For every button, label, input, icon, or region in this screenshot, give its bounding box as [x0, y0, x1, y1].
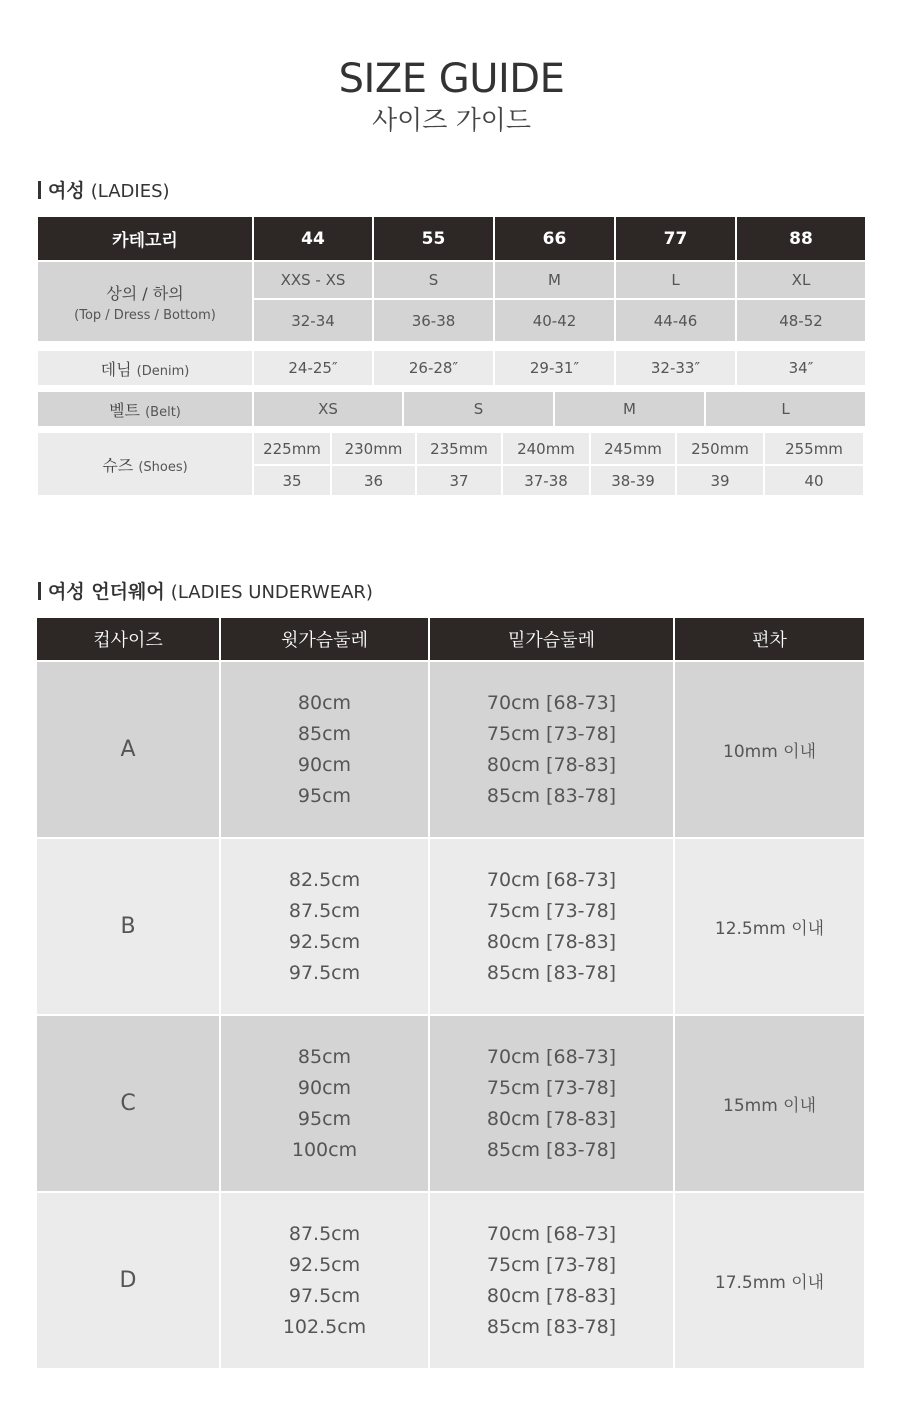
underwear-size-table [37, 618, 864, 1368]
value-line: 85cm [83-78] [486, 1315, 617, 1338]
value-line: 75cm [73-78] [486, 722, 617, 745]
value-line: 85cm [83-78] [486, 961, 617, 984]
table-cell: 37 [416, 465, 502, 495]
table-row [37, 661, 864, 838]
heading-bar [38, 181, 41, 199]
value-line: 95cm [297, 784, 352, 807]
value-line: 90cm [297, 1076, 352, 1099]
value-line: 80cm [297, 691, 352, 714]
row-label-text: 데님 [100, 359, 132, 379]
header-cell: 윗가슴둘레 [220, 618, 429, 661]
header-cell: 카테고리 [38, 217, 253, 261]
value-line: 92.5cm [288, 1253, 361, 1276]
row-label-text: 상의 / 하의 [106, 283, 184, 303]
value-line: 100cm [291, 1138, 358, 1161]
row-label-en: (Denim) [136, 363, 190, 379]
value-line: 85cm [297, 722, 352, 745]
header-cell: 밑가슴둘레 [429, 618, 674, 661]
cup-size-cell: C [37, 1015, 220, 1192]
table-cell: 39 [676, 465, 764, 495]
value-line: 90cm [297, 753, 352, 776]
value-line: 92.5cm [288, 930, 361, 953]
value-line: 70cm [68-73] [486, 691, 617, 714]
value-line: 87.5cm [288, 1222, 361, 1245]
table-cell: 230mm [331, 433, 416, 465]
value-line: 80cm [78-83] [486, 1107, 617, 1130]
header-cell: 컵사이즈 [37, 618, 220, 661]
value-line: 75cm [73-78] [486, 899, 617, 922]
table-cell: 48-52 [736, 299, 865, 341]
value-line: 97.5cm [288, 961, 361, 984]
table-cell: 29-31″ [494, 351, 615, 385]
value-line: 102.5cm [282, 1315, 367, 1338]
table-header-row [38, 217, 865, 261]
value-line: 75cm [73-78] [486, 1076, 617, 1099]
table-cell: 35 [253, 465, 331, 495]
cup-size-cell: A [37, 661, 220, 838]
table-cell: 40 [764, 465, 863, 495]
table-cell: XL [736, 261, 865, 299]
table-cell: S [403, 392, 554, 426]
table-cell: 44-46 [615, 299, 736, 341]
section-heading-underwear [38, 577, 373, 604]
table-row [38, 261, 865, 299]
upper-bust-cell [220, 838, 429, 1015]
table-cell: 255mm [764, 433, 863, 465]
row-label-belt [38, 392, 253, 426]
value-line: 75cm [73-78] [486, 1253, 617, 1276]
header-cell: 88 [736, 217, 865, 261]
under-bust-cell [429, 1015, 674, 1192]
table-header-row [37, 618, 864, 661]
value-line: 80cm [78-83] [486, 930, 617, 953]
table-cell: 40-42 [494, 299, 615, 341]
tolerance-cell: 17.5mm 이내 [674, 1192, 864, 1368]
value-line: 85cm [297, 1045, 352, 1068]
table-row [37, 1015, 864, 1192]
table-cell: 37-38 [502, 465, 590, 495]
table-cell: 32-34 [253, 299, 373, 341]
table-cell: 225mm [253, 433, 331, 465]
value-line: 82.5cm [288, 868, 361, 891]
row-label-text: 벨트 [109, 400, 141, 420]
table-row [38, 351, 865, 385]
header-cell: 55 [373, 217, 494, 261]
table-cell: 36-38 [373, 299, 494, 341]
table-cell: 32-33″ [615, 351, 736, 385]
header-cell: 편차 [674, 618, 864, 661]
table-cell: 235mm [416, 433, 502, 465]
table-cell: L [705, 392, 865, 426]
value-line: 87.5cm [288, 899, 361, 922]
table-cell: 245mm [590, 433, 676, 465]
table-cell: 24-25″ [253, 351, 373, 385]
value-line: 97.5cm [288, 1284, 361, 1307]
table-cell: L [615, 261, 736, 299]
under-bust-cell [429, 838, 674, 1015]
header-cell: 44 [253, 217, 373, 261]
value-line: 80cm [78-83] [486, 1284, 617, 1307]
value-line: 70cm [68-73] [486, 1045, 617, 1068]
upper-bust-cell [220, 1015, 429, 1192]
table-cell: S [373, 261, 494, 299]
row-label-denim [38, 351, 253, 385]
upper-bust-cell [220, 1192, 429, 1368]
section-title-ko: 여성 [48, 180, 85, 202]
table-cell: 240mm [502, 433, 590, 465]
shoes-table [38, 433, 863, 495]
value-line: 70cm [68-73] [486, 1222, 617, 1245]
value-line: 85cm [83-78] [486, 1138, 617, 1161]
row-label-top [38, 261, 253, 341]
table-cell: M [554, 392, 705, 426]
section-title-en: (LADIES) [90, 181, 170, 202]
cup-size-cell: B [37, 838, 220, 1015]
heading-bar [38, 582, 41, 600]
table-row [38, 433, 863, 465]
value-line: 70cm [68-73] [486, 868, 617, 891]
table-row [37, 838, 864, 1015]
table-cell: 38-39 [590, 465, 676, 495]
table-cell: XXS - XS [253, 261, 373, 299]
row-label-text: 슈즈 [102, 455, 134, 475]
upper-bust-cell [220, 661, 429, 838]
section-heading-ladies [38, 176, 170, 203]
cup-size-cell: D [37, 1192, 220, 1368]
tolerance-cell: 12.5mm 이내 [674, 838, 864, 1015]
table-cell: 36 [331, 465, 416, 495]
section-title-ko: 여성 언더웨어 [48, 581, 165, 603]
ladies-size-table [38, 217, 865, 385]
row-label-shoes [38, 433, 253, 495]
table-cell: M [494, 261, 615, 299]
tolerance-cell: 10mm 이내 [674, 661, 864, 838]
section-title-en: (LADIES UNDERWEAR) [170, 582, 373, 603]
under-bust-cell [429, 1192, 674, 1368]
row-label-en: (Belt) [145, 404, 181, 420]
table-row [37, 1192, 864, 1368]
header-cell: 77 [615, 217, 736, 261]
header-cell: 66 [494, 217, 615, 261]
value-line: 85cm [83-78] [486, 784, 617, 807]
belt-table [38, 392, 865, 426]
value-line: 95cm [297, 1107, 352, 1130]
page-subtitle: 사이즈 가이드 [372, 106, 531, 136]
table-cell: 34″ [736, 351, 865, 385]
under-bust-cell [429, 661, 674, 838]
row-label-en: (Shoes) [138, 459, 188, 475]
row-label-en: (Top / Dress / Bottom) [74, 307, 216, 323]
table-cell: 250mm [676, 433, 764, 465]
page-title: SIZE GUIDE [338, 56, 565, 102]
tolerance-cell: 15mm 이내 [674, 1015, 864, 1192]
table-cell: 26-28″ [373, 351, 494, 385]
table-row [38, 392, 865, 426]
table-cell: XS [253, 392, 403, 426]
value-line: 80cm [78-83] [486, 753, 617, 776]
